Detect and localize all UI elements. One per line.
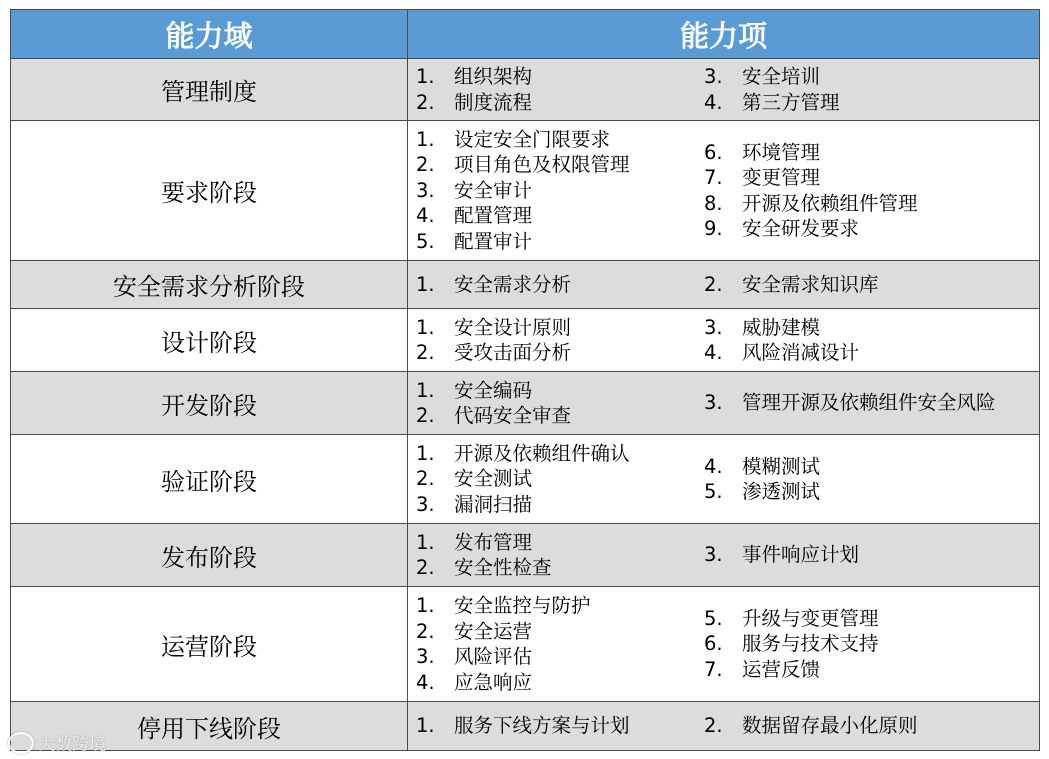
item-text: 第三方管理 (742, 90, 840, 114)
item-text: 配置管理 (454, 204, 533, 228)
list-item (704, 454, 820, 480)
capability-item-list-right (704, 454, 820, 505)
table-row (11, 121, 1040, 261)
item-text: 管理开源及依赖组件安全风险 (742, 391, 996, 415)
list-item (704, 191, 918, 217)
capability-domain-cell: 验证阶段 (11, 435, 408, 524)
item-text: 环境管理 (742, 140, 821, 164)
item-number: 2. (416, 404, 435, 427)
list-item (704, 390, 996, 416)
capability-item-list-left (416, 127, 704, 255)
item-number: 5. (704, 606, 723, 630)
capability-table (10, 9, 1040, 751)
list-item (704, 216, 918, 242)
item-text: 运营反馈 (742, 657, 821, 681)
item-number: 2. (416, 90, 435, 114)
item-text: 安全运营 (454, 619, 533, 643)
capability-items-cell (408, 261, 1040, 309)
item-number: 9. (704, 217, 723, 240)
capability-items-cell (408, 587, 1040, 702)
item-text: 漏洞扫描 (454, 492, 533, 516)
capability-item-list-left (416, 713, 704, 739)
list-item (704, 165, 918, 191)
item-number: 2. (416, 153, 435, 177)
capability-item-list-left (416, 530, 704, 581)
item-text: 安全研发要求 (742, 217, 860, 240)
list-item (704, 315, 859, 341)
capability-items-cell (408, 309, 1040, 372)
table-row (11, 435, 1040, 524)
item-number: 1. (416, 127, 435, 151)
watermark-logo-icon (8, 732, 34, 754)
item-text: 事件响应计划 (742, 543, 860, 567)
capability-domain-cell: 停用下线阶段 (11, 702, 408, 751)
list-item (416, 127, 704, 153)
capability-item-list-right (704, 390, 996, 416)
item-number: 1. (416, 315, 435, 339)
capability-item-list-left (416, 64, 704, 115)
list-item (704, 713, 918, 739)
item-number: 2. (416, 341, 435, 364)
capability-domain-cell: 运营阶段 (11, 587, 408, 702)
item-number: 6. (704, 632, 723, 656)
item-text: 安全编码 (454, 378, 533, 402)
item-text: 服务下线方案与计划 (454, 714, 630, 738)
item-text: 设定安全门限要求 (454, 127, 611, 151)
item-number: 4. (704, 90, 723, 114)
capability-domain-cell: 要求阶段 (11, 121, 408, 261)
list-item (416, 593, 704, 619)
item-number: 4. (416, 670, 435, 694)
item-text: 受攻击面分析 (454, 341, 572, 364)
item-text: 开源及依赖组件确认 (454, 441, 630, 465)
capability-domain-cell: 设计阶段 (11, 309, 408, 372)
list-item (416, 713, 704, 739)
capability-item-list-right (704, 713, 918, 739)
list-item (416, 152, 704, 178)
item-number: 1. (416, 65, 435, 88)
item-text: 代码安全审查 (454, 404, 572, 427)
item-number: 3. (704, 391, 723, 415)
capability-domain-cell: 发布阶段 (11, 524, 408, 587)
list-item (416, 644, 704, 670)
list-item (416, 466, 704, 492)
table-row (11, 702, 1040, 751)
capability-items-cell (408, 524, 1040, 587)
item-text: 渗透测试 (742, 480, 821, 503)
list-item (416, 178, 704, 204)
item-text: 服务与技术支持 (742, 632, 879, 656)
capability-domain-cell: 开发阶段 (11, 372, 408, 435)
item-number: 4. (704, 341, 723, 364)
capability-item-list-left (416, 593, 704, 695)
item-number: 8. (704, 191, 723, 215)
list-item (416, 272, 704, 298)
item-text: 开源及依赖组件管理 (742, 191, 918, 215)
list-item (704, 64, 840, 90)
item-number: 2. (704, 272, 723, 296)
item-number: 1. (416, 594, 435, 617)
item-number: 3. (416, 178, 435, 202)
item-text: 模糊测试 (742, 454, 821, 478)
item-text: 安全审计 (454, 178, 533, 202)
capability-item-list-right (704, 272, 879, 298)
capability-domain-cell: 安全需求分析阶段 (11, 261, 408, 309)
table-row (11, 309, 1040, 372)
watermark (8, 730, 106, 755)
list-item (416, 441, 704, 467)
capability-item-list-left (416, 441, 704, 518)
item-text: 安全监控与防护 (454, 594, 591, 617)
capability-item-list-right (704, 606, 879, 683)
item-text: 应急响应 (454, 670, 533, 694)
list-item (704, 340, 859, 366)
list-item (416, 340, 704, 366)
capability-items-cell (408, 59, 1040, 121)
item-text: 安全需求知识库 (742, 272, 879, 296)
list-item (416, 229, 704, 255)
item-text: 安全培训 (742, 65, 821, 88)
header-capability-domain: 能力域 (11, 10, 408, 59)
item-text: 项目角色及权限管理 (454, 153, 630, 177)
item-number: 2. (704, 714, 723, 738)
item-number: 5. (416, 229, 435, 253)
list-item (704, 272, 879, 298)
item-number: 2. (416, 467, 435, 491)
list-item (416, 64, 704, 90)
item-text: 制度流程 (454, 90, 533, 114)
capability-items-cell (408, 435, 1040, 524)
table-row (11, 59, 1040, 121)
table-body (11, 59, 1040, 751)
list-item (704, 479, 820, 505)
item-number: 2. (416, 619, 435, 643)
item-number: 1. (416, 530, 435, 554)
item-number: 3. (704, 65, 723, 88)
item-text: 配置审计 (454, 229, 533, 253)
capability-item-list-right (704, 315, 859, 366)
list-item (704, 542, 859, 568)
item-text: 风险消减设计 (742, 341, 860, 364)
item-text: 安全需求分析 (454, 272, 572, 296)
capability-item-list-right (704, 64, 840, 115)
item-text: 风险评估 (454, 645, 533, 668)
item-text: 发布管理 (454, 530, 533, 554)
item-number: 3. (416, 492, 435, 516)
list-item (416, 203, 704, 229)
capability-item-list-left (416, 378, 704, 429)
item-text: 安全测试 (454, 467, 533, 491)
item-number: 4. (416, 204, 435, 228)
list-item (704, 606, 879, 632)
item-number: 3. (704, 315, 723, 339)
list-item (416, 530, 704, 556)
capability-item-list-right (704, 140, 918, 242)
item-text: 威胁建模 (742, 315, 821, 339)
capability-item-list-left (416, 272, 704, 298)
item-number: 7. (704, 657, 723, 681)
capability-item-list-right (704, 542, 859, 568)
item-text: 升级与变更管理 (742, 606, 879, 630)
list-item (416, 670, 704, 696)
item-text: 安全设计原则 (454, 315, 572, 339)
watermark-text: 大数跨境 (38, 735, 106, 755)
capability-items-cell (408, 121, 1040, 261)
item-number: 1. (416, 714, 435, 738)
capability-item-list-left (416, 315, 704, 366)
item-text: 数据留存最小化原则 (742, 714, 918, 738)
list-item (704, 140, 918, 166)
list-item (416, 90, 704, 116)
item-number: 7. (704, 166, 723, 189)
list-item (416, 315, 704, 341)
item-number: 3. (704, 543, 723, 567)
list-item (704, 90, 840, 116)
list-item (704, 631, 879, 657)
item-text: 安全性检查 (454, 556, 552, 579)
item-text: 变更管理 (742, 166, 821, 189)
table-row (11, 587, 1040, 702)
list-item (704, 657, 879, 683)
item-number: 2. (416, 556, 435, 579)
table-row (11, 261, 1040, 309)
header-capability-items: 能力项 (408, 10, 1040, 59)
item-number: 6. (704, 140, 723, 164)
list-item (416, 619, 704, 645)
list-item (416, 378, 704, 404)
item-number: 1. (416, 441, 435, 465)
table-row (11, 372, 1040, 435)
capability-items-cell (408, 372, 1040, 435)
item-number: 4. (704, 454, 723, 478)
capability-items-cell (408, 702, 1040, 751)
item-number: 1. (416, 378, 435, 402)
item-number: 5. (704, 480, 723, 503)
list-item (416, 403, 704, 429)
list-item (416, 555, 704, 581)
capability-domain-cell: 管理制度 (11, 59, 408, 121)
table-row (11, 524, 1040, 587)
list-item (416, 492, 704, 518)
item-text: 组织架构 (454, 65, 533, 88)
item-number: 3. (416, 645, 435, 668)
item-number: 1. (416, 272, 435, 296)
